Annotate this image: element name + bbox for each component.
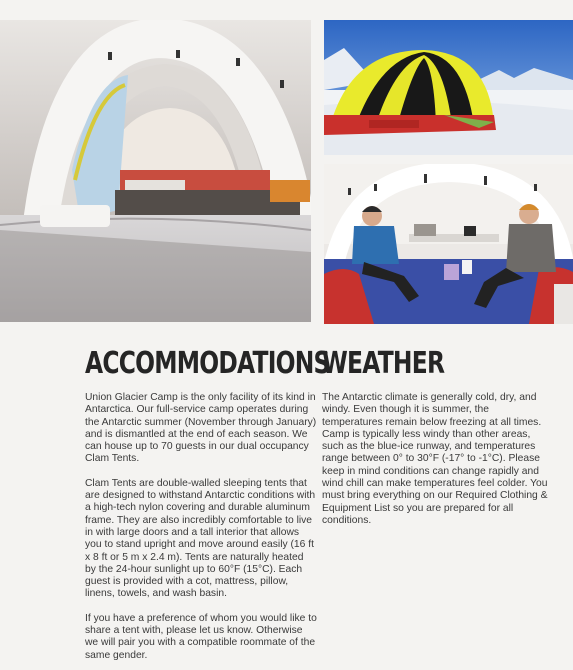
weather-paragraph-1: The Antarctic climate is generally cold, dry, and windy. Even though it is summer, the temperatures remain below freezing at all times. Camp is typically less windy than other areas, such as the blue-ice runway, and temperatures range between 0° to 30°F (-17° to -1°C). Please keep in mind conditions can change rapidly and wind chill can make temperatures feel colder. You must bring everything on our Required Clothing & Equipment List so you are prepared for all conditions. <box>322 392 548 526</box>
accommodations-heading: ACCOMMODATIONS <box>85 346 330 381</box>
accommodations-section <box>85 344 330 662</box>
weather-section <box>322 344 550 527</box>
weather-heading: WEATHER <box>322 346 445 381</box>
accommodations-paragraph-2: Clam Tents are double-walled sleeping tents that are designed to withstand Antarctic conditions with a high-tech nylon covering and durable aluminum frame. They are also incredibly comfortable to live in with large doors and a tall interior that allows you to stand upright and move around easily (16 ft x 8 ft or 5 m x 2.4 m). Tents are naturally heated by the 24-hour sunlight up to 60°F (15°C). Each guest is provided with a cot, mattress, pillow, linens, towels, and wash basin. <box>85 477 316 600</box>
accommodations-paragraph-3: If you have a preference of whom you would like to share a tent with, please let us know. Otherwise we will pair you with a compatible roommate of the same gender. <box>85 612 317 661</box>
accommodations-paragraph-1: Union Glacier Camp is the only facility of its kind in Antarctica. Our full-service camp operates during the Antarctic summer (November through January) and is dismantled at the end of each season. We can house up to 70 guests in our dual occupancy Clam Tents. <box>85 392 317 465</box>
tent-exterior-photo <box>324 20 573 155</box>
tent-interior-photo <box>0 20 311 322</box>
guests-in-tent-photo <box>324 164 573 324</box>
